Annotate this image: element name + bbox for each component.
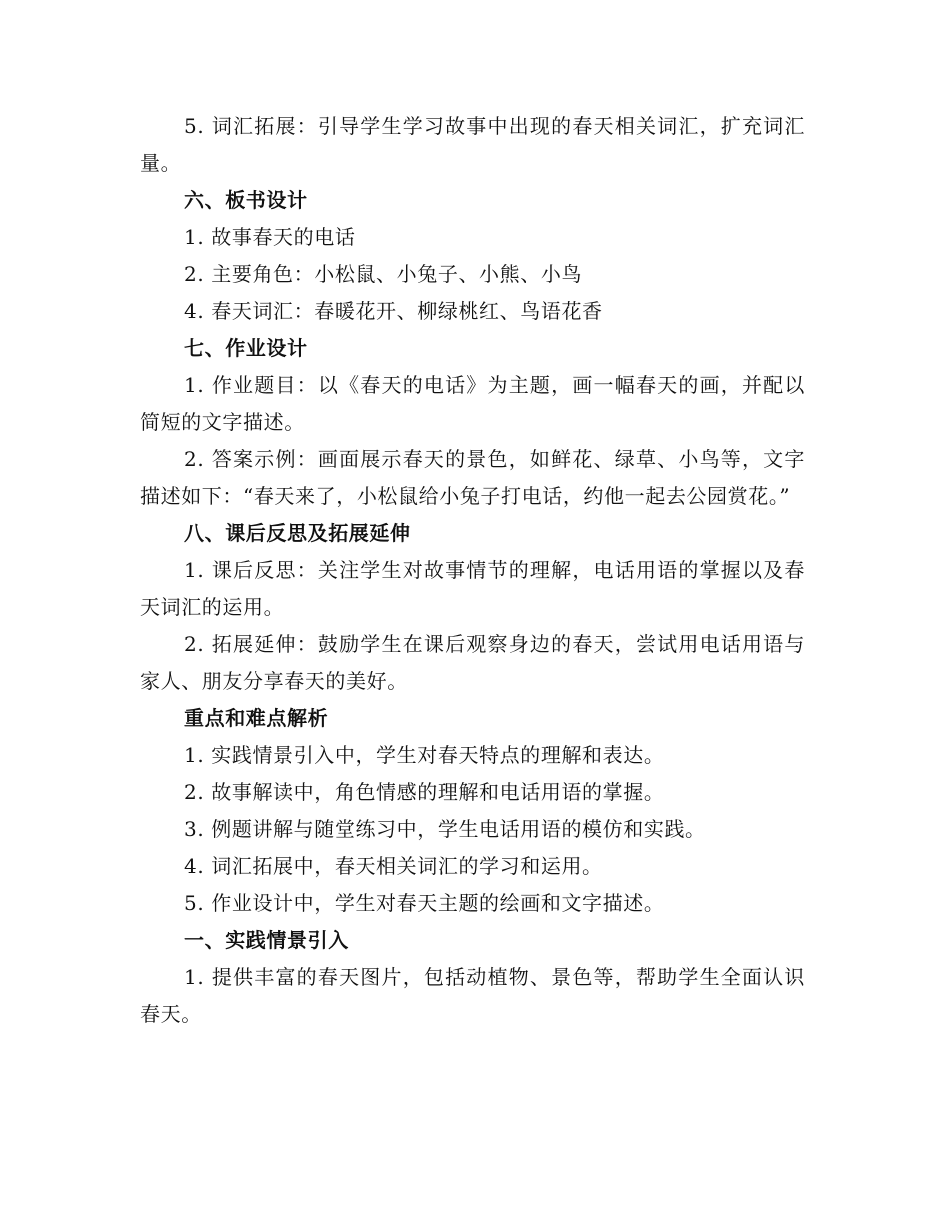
paragraph: 4. 春天词汇：春暖花开、柳绿桃红、鸟语花香 bbox=[184, 299, 603, 323]
paragraph: 2. 故事解读中，角色情感的理解和电话用语的掌握。 bbox=[184, 780, 665, 804]
section-heading: 八、课后反思及拓展延伸 bbox=[184, 521, 411, 545]
document-page bbox=[140, 108, 805, 1033]
paragraph: 1. 提供丰富的春天图片，包括动植物、景色等，帮助学生全面认识春天。 bbox=[140, 965, 805, 1026]
paragraph: 2. 答案示例：画面展示春天的景色，如鲜花、绿草、小鸟等，文字描述如下：“春天来了，小松鼠给小兔子打电话，约他一起去公园赏花。” bbox=[140, 447, 805, 508]
paragraph: 1. 作业题目：以《春天的电话》为主题，画一幅春天的画，并配以简短的文字描述。 bbox=[140, 373, 805, 434]
paragraph: 1. 课后反思：关注学生对故事情节的理解，电话用语的掌握以及春天词汇的运用。 bbox=[140, 558, 805, 619]
paragraph: 2. 拓展延伸：鼓励学生在课后观察身边的春天，尝试用电话用语与家人、朋友分享春天的美好。 bbox=[140, 632, 805, 693]
paragraph: 5. 词汇拓展：引导学生学习故事中出现的春天相关词汇，扩充词汇量。 bbox=[140, 114, 805, 175]
section-heading: 六、板书设计 bbox=[184, 188, 308, 212]
paragraph: 1. 实践情景引入中，学生对春天特点的理解和表达。 bbox=[184, 743, 665, 767]
section-heading: 七、作业设计 bbox=[184, 336, 308, 360]
paragraph: 2. 主要角色：小松鼠、小兔子、小熊、小鸟 bbox=[184, 262, 583, 286]
section-heading: 一、实践情景引入 bbox=[184, 928, 349, 952]
paragraph: 5. 作业设计中，学生对春天主题的绘画和文字描述。 bbox=[184, 891, 665, 915]
section-heading: 重点和难点解析 bbox=[184, 706, 329, 730]
paragraph: 3. 例题讲解与随堂练习中，学生电话用语的模仿和实践。 bbox=[184, 817, 706, 841]
paragraph: 4. 词汇拓展中，春天相关词汇的学习和运用。 bbox=[184, 854, 603, 878]
paragraph: 1. 故事春天的电话 bbox=[184, 225, 356, 249]
